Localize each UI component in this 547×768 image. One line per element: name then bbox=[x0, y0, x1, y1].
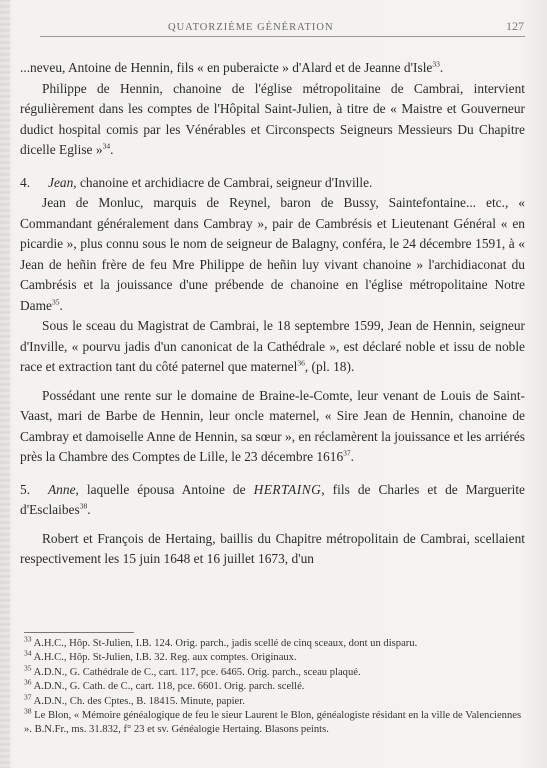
footnote-ref: 34 bbox=[102, 141, 111, 151]
entry-number: 5. bbox=[20, 481, 31, 497]
footnote-ref: 38 bbox=[79, 501, 88, 511]
paragraph-continuation: ...neveu, Antoine de Hennin, fils « en puberaicte » d'Alard et de Jeanne d'Isle$^{33}$. bbox=[20, 59, 444, 75]
entry-name: Anne bbox=[48, 481, 76, 497]
footnote-34: $^{34}$ A.H.C., Hôp. St-Julien, I.B. 32. Reg. aux comptes. Originaux. bbox=[24, 648, 297, 664]
entry-anne: 5. Anne, laquelle épousa Antoine de HERTAING, fils de Charles et de Marguerite d'Esclaibes$^{38}$. bbox=[20, 481, 525, 517]
entry-number: 4. bbox=[20, 174, 31, 190]
footnote-ref: 33 bbox=[432, 59, 440, 69]
paragraph-sceau: Sous le sceau du Magistrat de Cambrai, le 18 septembre 1599, Jean de Hennin, seigneur d'Inville, « pourvu jadis d'un canonicat de la Cathédrale », est déclaré noble et issu de noble race et extraction tant du côté paternel que maternel$^{36}$, (pl. 18). bbox=[20, 318, 525, 374]
running-title: QUATORZIÈME GÉNÉRATION bbox=[168, 22, 334, 33]
footnote-33: $^{33}$ A.H.C., Hôp. St-Julien, I.B. 124. Orig. parch., jadis scellé de cinq sceaux, dont un disparu. bbox=[24, 634, 418, 649]
footnote-37: $^{37}$ A.D.N., Ch. des Cptes., B. 18415. Minute, papier. bbox=[24, 692, 245, 707]
body-text bbox=[20, 58, 525, 570]
paragraph-philippe: Philippe de Hennin, chanoine de l'église métropolitaine de Cambrai, intervient régulièrement dans les comptes de l'Hôpital Saint-Julien, à titre de « Maistre et Gouverneur dudict hospital comis par les Vénérables et Circonspects Seigneurs Messieurs Du Chapitre dicelle Eglise »$^{34}$. bbox=[20, 80, 525, 157]
footnote-ref: 36 bbox=[297, 358, 305, 368]
footnotes bbox=[24, 634, 524, 738]
page-number: 127 bbox=[506, 19, 524, 33]
entry-jean: 4. Jean, chanoine et archidiacre de Cambrai, seigneur d'Inville. bbox=[20, 173, 525, 194]
footnote-ref: 37 bbox=[343, 448, 351, 458]
footnote-36: $^{36}$ A.D.N., G. Cath. de C., cart. 118, pce. 6601. Orig. parch. scellé. bbox=[24, 677, 305, 693]
page-binding-edge bbox=[0, 0, 10, 768]
paragraph-hertaing: Robert et François de Hertaing, baillis du Chapitre métropolitain de Cambrai, scellaient respectivement les 15 juin 1648 et 16 juillet 1673, d'un bbox=[20, 530, 525, 566]
paragraph-rente: Possédant une rente sur le domaine de Braine-le-Comte, leur venant de Louis de Saint-Vaast, mari de Barbe de Hennin, leur oncle maternel, « Sire Jean de Hennin, chanoine de Cambray et damoiselle Anne de Hennin, sa sœur », en réclamèrent la jouissance et les arriérés près la Chambre des Comptes de Lille, le 23 décembre 1616$^{37}$. bbox=[20, 387, 525, 464]
footnote-38: $^{38}$ Le Blon, « Mémoire généalogique de feu le sieur Laurent le Blon, généalogiste résidant en la ville de Valenciennes ». B.N.Fr., ms. 31.832, f° 23 et sv. Généalogie Hertaing. Blasons peints. bbox=[24, 706, 522, 736]
entry-name: Jean bbox=[48, 174, 74, 190]
paragraph-monluc: Jean de Monluc, marquis de Reynel, baron de Bussy, Saintefontaine... etc., « Commandant généralement dans Cambray », pair de Cambrésis et Lieutenant Général « en picardie », plus connu sous le nom de seigneur de Balagny, conféra, le 24 décembre 1591, à « Jean de heñin frère de feu Mre Philippe de heñin luy vivant chanoine » l'archidiaconat du Cambrésis et la jouissance d'une prébende de chanoine en l'église métropolitaine Notre Dame$^{35}$. bbox=[20, 195, 525, 313]
footnote-35: $^{35}$ A.D.N., G. Cathédrale de C., cart. 117, pce. 6465. Orig. parch., sceau plaqué. bbox=[24, 663, 361, 678]
footnote-ref: 35 bbox=[51, 297, 60, 307]
header-rule bbox=[40, 36, 525, 37]
surname-hertaing: HERTAING bbox=[253, 481, 322, 497]
footnote-rule bbox=[24, 632, 134, 633]
